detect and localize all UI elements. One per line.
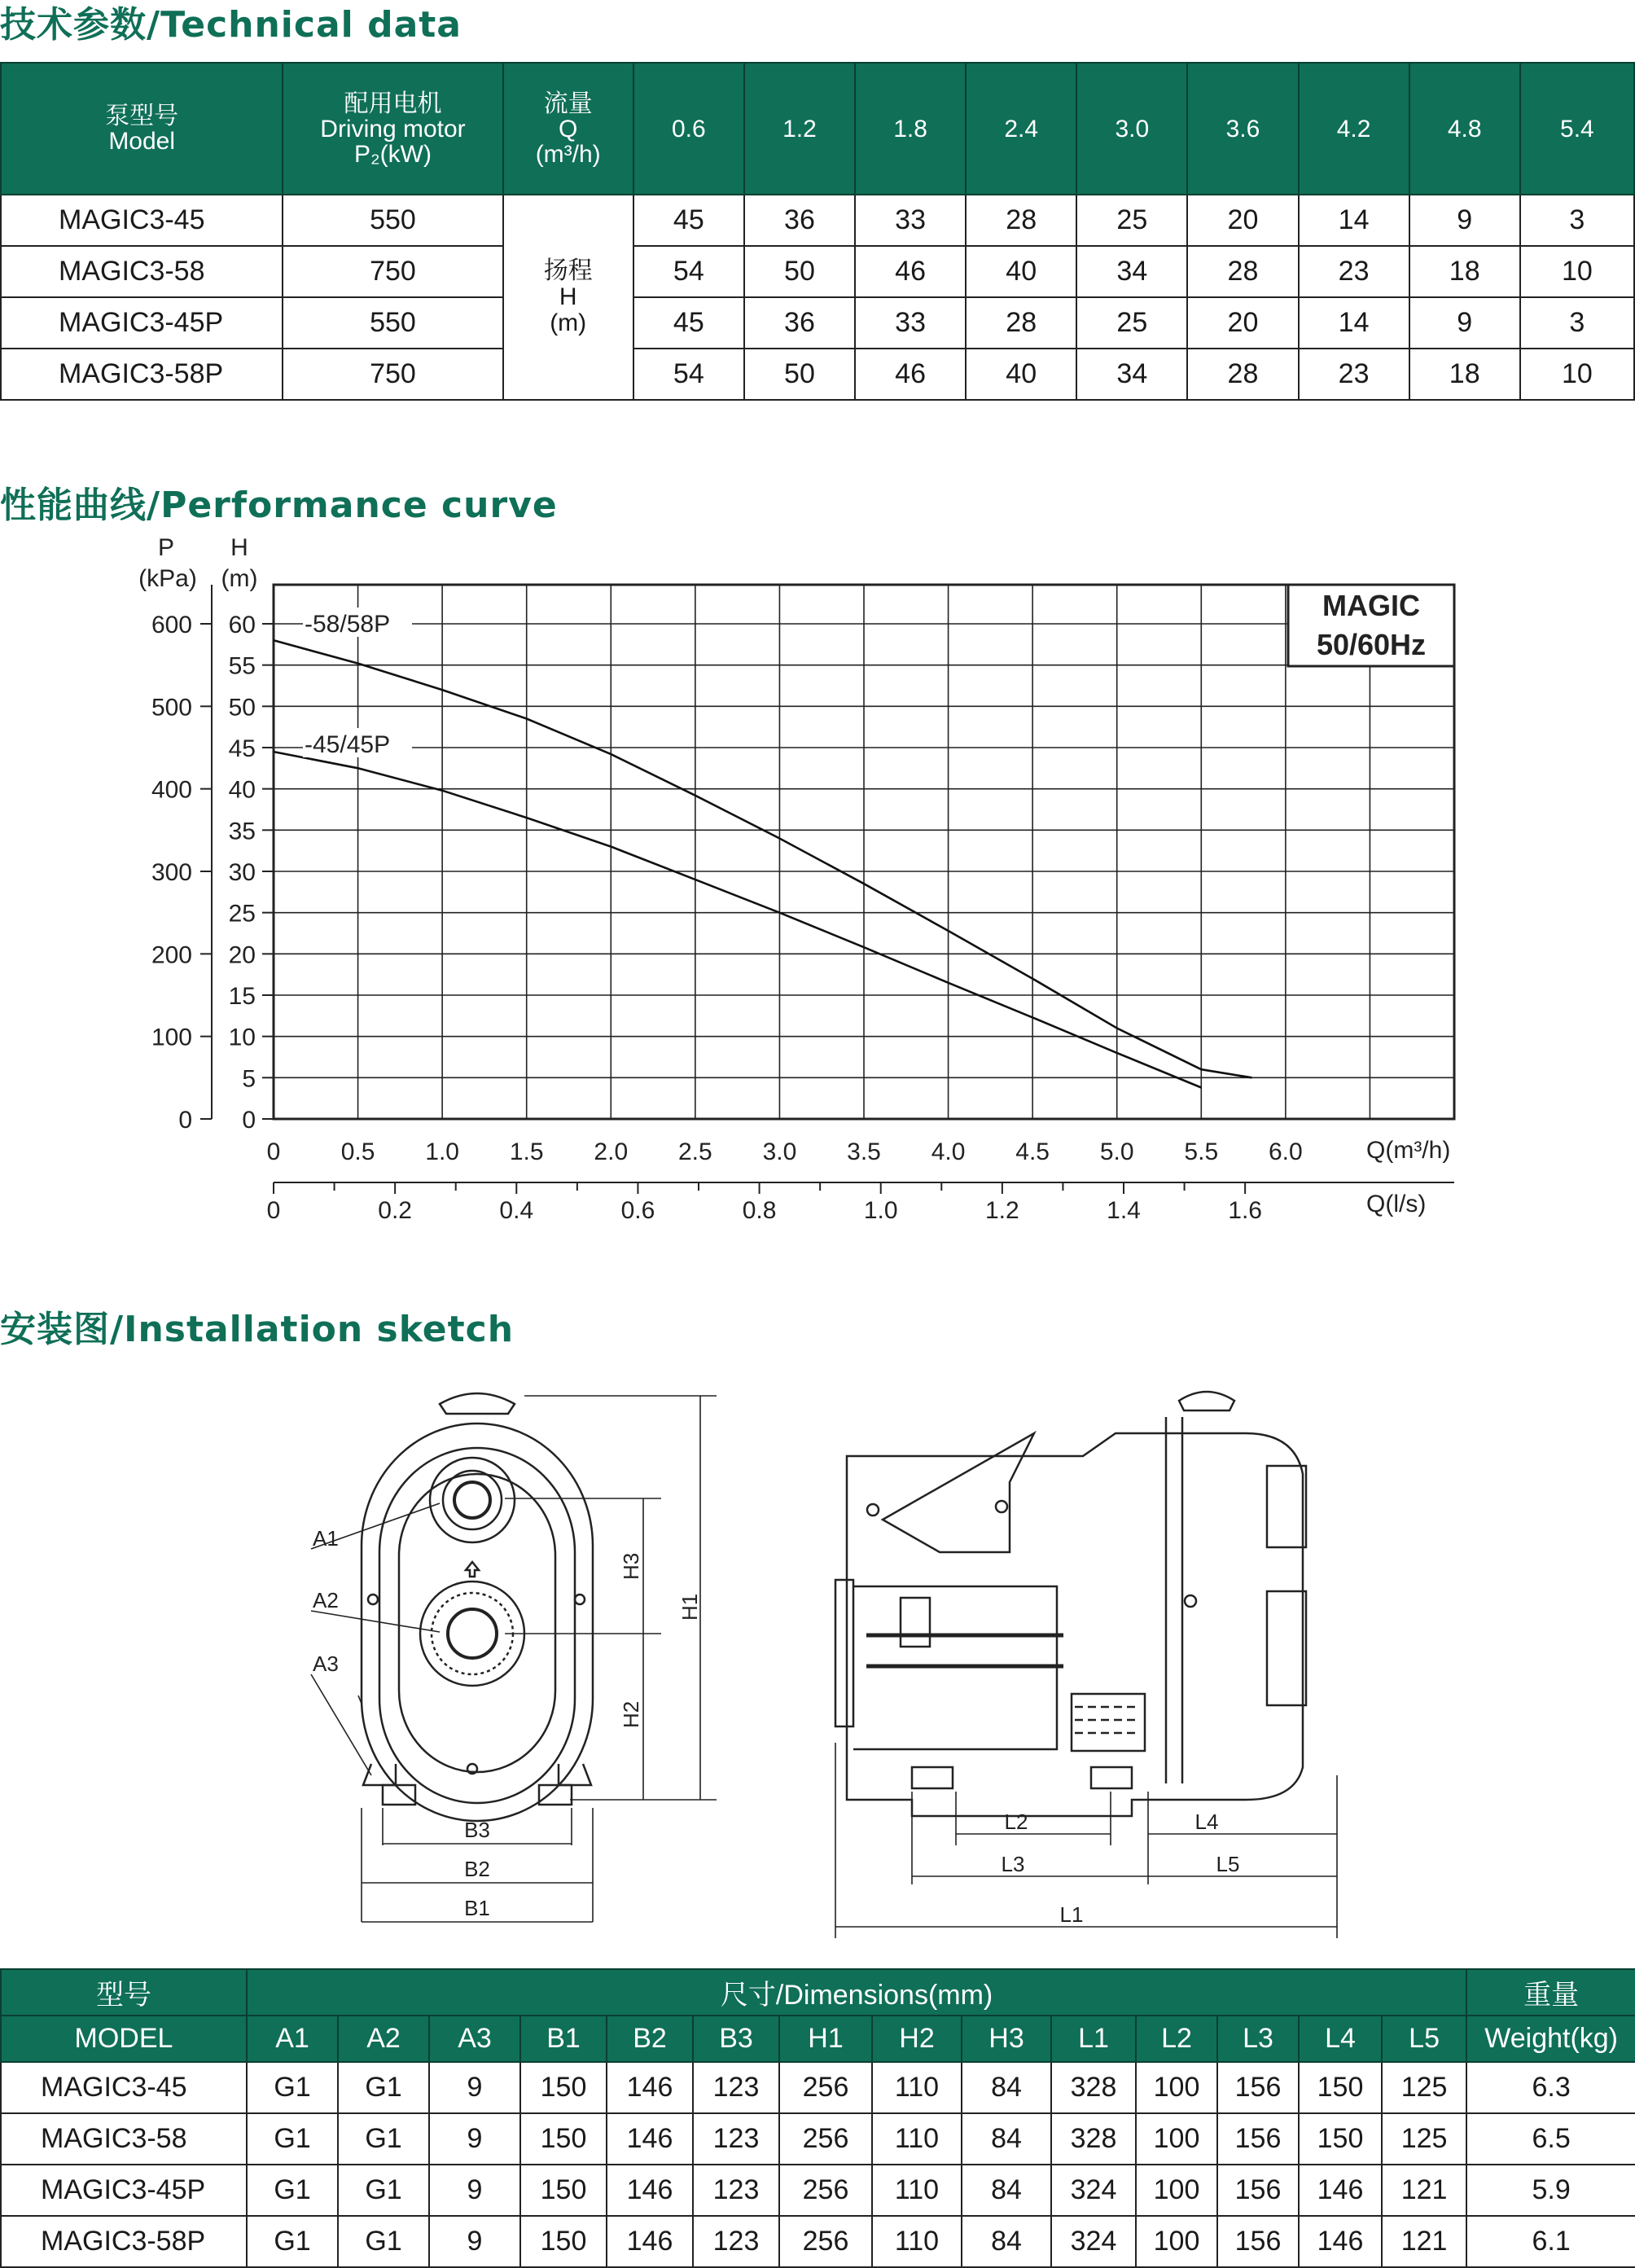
dimension-cell: 123 — [693, 2062, 779, 2113]
x-tick-label: 5.0 — [1099, 1138, 1134, 1165]
ls-tick-label: 0.4 — [499, 1197, 534, 1224]
dimension-column-header: B1 — [520, 2016, 607, 2062]
head-value-cell: 28 — [1187, 246, 1298, 297]
dimension-cell: 100 — [1136, 2062, 1217, 2113]
x-tick-label: 5.5 — [1184, 1138, 1219, 1165]
dimension-cell: 110 — [872, 2113, 962, 2165]
dimensions-header: 尺寸/Dimensions(mm) — [247, 1969, 1466, 2016]
model-cell: MAGIC3-45 — [1, 195, 283, 246]
label-h3: H3 — [619, 1552, 643, 1580]
ls-tick-label: 1.2 — [984, 1197, 1019, 1224]
model-cell: MAGIC3-58 — [1, 246, 283, 297]
ls-tick-label: 1.0 — [863, 1197, 898, 1224]
head-value-cell: 45 — [633, 195, 744, 246]
p-tick-label: 100 — [151, 1024, 192, 1051]
dimension-cell: 146 — [1299, 2165, 1382, 2216]
head-value-cell: 40 — [966, 349, 1076, 400]
dimension-cell: 9 — [429, 2113, 520, 2165]
weight-cell: 6.3 — [1466, 2062, 1635, 2113]
dimension-column-header: H2 — [872, 2016, 962, 2062]
head-value-cell: 20 — [1187, 297, 1298, 349]
head-value-cell: 10 — [1520, 246, 1634, 297]
dimension-cell: 84 — [962, 2165, 1051, 2216]
head-value-cell: 23 — [1299, 349, 1409, 400]
dimension-column-header: L1 — [1051, 2016, 1136, 2062]
model-cell: MAGIC3-45P — [1, 297, 283, 349]
dimension-cell: 121 — [1382, 2216, 1466, 2267]
head-value-cell: 40 — [966, 246, 1076, 297]
h-tick-label: 15 — [228, 983, 256, 1010]
dimension-cell: 125 — [1382, 2113, 1466, 2165]
x-tick-label: 2.5 — [677, 1138, 712, 1165]
dimension-cell: 256 — [779, 2165, 872, 2216]
dimension-column-header: L4 — [1299, 2016, 1382, 2062]
label-l3: L3 — [1001, 1852, 1025, 1876]
weight-cell: 6.1 — [1466, 2216, 1635, 2267]
motor-header: 配用电机 Driving motor P₂(kW) — [283, 63, 502, 195]
h-axis-unit: (m) — [221, 565, 258, 592]
dimension-cell: 156 — [1217, 2165, 1299, 2216]
model-header: MODEL — [1, 2016, 247, 2062]
dimension-cell: 110 — [872, 2062, 962, 2113]
dimension-cell: 123 — [693, 2216, 779, 2267]
flow-value: 1.8 — [855, 63, 966, 195]
dimension-cell: 146 — [1299, 2216, 1382, 2267]
label-b3: B3 — [464, 1818, 490, 1842]
dimension-cell: 146 — [607, 2216, 693, 2267]
dimension-cell: G1 — [338, 2113, 429, 2165]
chart-subtitle: 50/60Hz — [1316, 628, 1427, 661]
dimension-column-header: A1 — [247, 2016, 338, 2062]
flow-value: 3.0 — [1076, 63, 1187, 195]
dimension-cell: G1 — [247, 2113, 338, 2165]
head-value-cell: 18 — [1409, 349, 1520, 400]
model-cell: MAGIC3-58 — [1, 2113, 247, 2165]
power-cell: 750 — [283, 349, 502, 400]
power-cell: 550 — [283, 297, 502, 349]
model-cell: MAGIC3-58P — [1, 2216, 247, 2267]
dimension-column-header: A2 — [338, 2016, 429, 2062]
head-value-cell: 54 — [633, 246, 744, 297]
dimension-cell: 156 — [1217, 2113, 1299, 2165]
head-value-cell: 33 — [855, 297, 966, 349]
flow-value: 1.2 — [744, 63, 855, 195]
dimension-column-header: L2 — [1136, 2016, 1217, 2062]
dimension-column-header: H1 — [779, 2016, 872, 2062]
p-tick-label: 400 — [151, 776, 192, 804]
head-value-cell: 36 — [744, 195, 855, 246]
dimension-cell: G1 — [247, 2216, 338, 2267]
dimension-cell: 125 — [1382, 2062, 1466, 2113]
head-value-cell: 33 — [855, 195, 966, 246]
head-value-cell: 50 — [744, 246, 855, 297]
dimension-cell: 156 — [1217, 2216, 1299, 2267]
x-tick-label: 3.5 — [847, 1138, 881, 1165]
model-cell: MAGIC3-58P — [1, 349, 283, 400]
h-axis-label: H — [230, 534, 248, 561]
flow-header: 流量 Q (m³/h) — [503, 63, 633, 195]
h-tick-label: 20 — [228, 941, 256, 969]
dimension-cell: 256 — [779, 2062, 872, 2113]
x-tick-label: 0.5 — [340, 1138, 375, 1165]
h-tick-label: 5 — [242, 1065, 256, 1093]
side-view — [835, 1392, 1306, 1816]
dimension-cell: 146 — [607, 2062, 693, 2113]
dimension-cell: 9 — [429, 2062, 520, 2113]
x-tick-label: 3.0 — [762, 1138, 797, 1165]
weight-header-cn: 重量 — [1466, 1969, 1635, 2016]
head-value-cell: 25 — [1076, 297, 1187, 349]
table-row — [1, 2216, 1635, 2267]
head-value-cell: 25 — [1076, 195, 1187, 246]
dimension-cell: 150 — [1299, 2062, 1382, 2113]
chart-title: MAGIC — [1322, 589, 1420, 622]
dimensions-table — [0, 1968, 1635, 2268]
x-tick-label: 4.0 — [931, 1138, 966, 1165]
dimension-cell: 84 — [962, 2216, 1051, 2267]
installation-sketch — [0, 1384, 1635, 1954]
table-row — [1, 246, 1634, 297]
dims-header-row-1 — [1, 1969, 1635, 2016]
installation-sketch-title: 安装图/Installation sketch — [0, 1309, 515, 1350]
dimension-cell: G1 — [338, 2165, 429, 2216]
head-value-cell: 9 — [1409, 195, 1520, 246]
dimension-cell: 100 — [1136, 2165, 1217, 2216]
label-h1: H1 — [677, 1593, 702, 1621]
dimension-cell: 150 — [520, 2165, 607, 2216]
weight-header: Weight(kg) — [1466, 2016, 1635, 2062]
dimension-cell: 110 — [872, 2216, 962, 2267]
dimension-cell: 256 — [779, 2113, 872, 2165]
label-b1: B1 — [464, 1896, 490, 1920]
head-value-cell: 45 — [633, 297, 744, 349]
weight-cell: 5.9 — [1466, 2165, 1635, 2216]
dimension-cell: 328 — [1051, 2062, 1136, 2113]
dimension-column-header: B2 — [607, 2016, 693, 2062]
head-value-cell: 3 — [1520, 297, 1634, 349]
head-value-cell: 28 — [966, 297, 1076, 349]
dimension-cell: 150 — [520, 2062, 607, 2113]
h-tick-label: 10 — [228, 1024, 256, 1051]
head-value-cell: 23 — [1299, 246, 1409, 297]
dimension-cell: 100 — [1136, 2216, 1217, 2267]
h-tick-label: 40 — [228, 776, 256, 804]
head-value-cell: 9 — [1409, 297, 1520, 349]
h-tick-label: 0 — [242, 1107, 256, 1134]
head-value-cell: 20 — [1187, 195, 1298, 246]
x-axis-label-m3h: Q(m³/h) — [1366, 1137, 1451, 1164]
x-axis-label-ls: Q(l/s) — [1366, 1191, 1427, 1217]
dimension-cell: 324 — [1051, 2216, 1136, 2267]
dimension-cell: 123 — [693, 2113, 779, 2165]
label-h2: H2 — [619, 1700, 643, 1728]
dimension-cell: 150 — [1299, 2113, 1382, 2165]
p-tick-label: 600 — [151, 612, 192, 638]
dimension-cell: 146 — [607, 2165, 693, 2216]
dimension-cell: 100 — [1136, 2113, 1217, 2165]
head-value-cell: 34 — [1076, 349, 1187, 400]
model-header-cn: 型号 — [1, 1969, 247, 2016]
model-header: 泵型号 Model — [1, 63, 283, 195]
flow-value: 5.4 — [1520, 63, 1634, 195]
power-cell: 550 — [283, 195, 502, 246]
head-value-cell: 18 — [1409, 246, 1520, 297]
flow-value: 4.2 — [1299, 63, 1409, 195]
table-row — [1, 195, 1634, 246]
flow-value: 4.8 — [1409, 63, 1520, 195]
dimension-cell: 156 — [1217, 2062, 1299, 2113]
ls-tick-label: 0.8 — [742, 1197, 777, 1224]
technical-data-title: 技术参数/Technical data — [0, 4, 462, 46]
power-cell: 750 — [283, 246, 502, 297]
head-value-cell: 46 — [855, 349, 966, 400]
model-cell: MAGIC3-45 — [1, 2062, 247, 2113]
p-tick-label: 300 — [151, 859, 192, 886]
h-tick-label: 60 — [228, 612, 256, 638]
dimension-cell: 150 — [520, 2216, 607, 2267]
head-value-cell: 28 — [966, 195, 1076, 246]
label-a2: A2 — [313, 1588, 339, 1612]
p-tick-label: 200 — [151, 941, 192, 969]
head-value-cell: 14 — [1299, 195, 1409, 246]
dimension-cell: G1 — [247, 2165, 338, 2216]
table-row — [1, 349, 1634, 400]
dimension-cell: G1 — [247, 2062, 338, 2113]
head-value-cell: 28 — [1187, 349, 1298, 400]
head-value-cell: 54 — [633, 349, 744, 400]
h-tick-label: 30 — [228, 859, 256, 886]
x-tick-label: 4.5 — [1015, 1138, 1050, 1165]
x-tick-label: 6.0 — [1268, 1138, 1303, 1165]
dimension-column-header: L3 — [1217, 2016, 1299, 2062]
weight-cell: 6.5 — [1466, 2113, 1635, 2165]
head-label-cell: 扬程 H (m) — [503, 195, 633, 400]
front-view — [362, 1393, 593, 1821]
dimension-cell: 146 — [607, 2113, 693, 2165]
table-row — [1, 2165, 1635, 2216]
dimension-cell: 256 — [779, 2216, 872, 2267]
dimension-cell: 328 — [1051, 2113, 1136, 2165]
performance-chart — [0, 521, 1635, 1238]
h-tick-label: 50 — [228, 694, 256, 722]
head-value-cell: 34 — [1076, 246, 1187, 297]
p-tick-label: 0 — [178, 1107, 192, 1134]
h-tick-label: 55 — [228, 652, 256, 680]
head-value-cell: 3 — [1520, 195, 1634, 246]
series-label: -58/58P — [305, 611, 391, 638]
dimension-cell: 324 — [1051, 2165, 1136, 2216]
table-row — [1, 297, 1634, 349]
flow-value: 3.6 — [1187, 63, 1298, 195]
ls-tick-label: 1.6 — [1228, 1197, 1263, 1224]
dimension-column-header: L5 — [1382, 2016, 1466, 2062]
x-tick-label: 2.0 — [594, 1138, 629, 1165]
dims-header-row-2 — [1, 2016, 1635, 2062]
h-tick-label: 45 — [228, 735, 256, 762]
p-axis-label: P — [157, 534, 175, 561]
ls-tick-label: 0.2 — [378, 1197, 413, 1224]
x-tick-label: 1.5 — [509, 1138, 544, 1165]
x-tick-label: 0 — [266, 1138, 281, 1165]
dimension-cell: 9 — [429, 2165, 520, 2216]
label-l4: L4 — [1194, 1810, 1219, 1834]
label-b2: B2 — [464, 1857, 490, 1881]
x-tick-label: 1.0 — [425, 1138, 460, 1165]
head-value-cell: 46 — [855, 246, 966, 297]
label-l2: L2 — [1004, 1810, 1028, 1834]
head-value-cell: 50 — [744, 349, 855, 400]
label-a3: A3 — [313, 1652, 339, 1676]
technical-data-table — [0, 62, 1635, 401]
dimension-column-header: H3 — [962, 2016, 1051, 2062]
ls-tick-label: 1.4 — [1107, 1197, 1141, 1224]
tech-header-row — [1, 63, 1634, 195]
dimension-cell: 84 — [962, 2113, 1051, 2165]
flow-value: 2.4 — [966, 63, 1076, 195]
flow-value: 0.6 — [633, 63, 744, 195]
dimension-cell: G1 — [338, 2216, 429, 2267]
ls-tick-label: 0.6 — [620, 1197, 655, 1224]
p-axis-unit: (kPa) — [138, 565, 197, 592]
dimension-cell: 9 — [429, 2216, 520, 2267]
label-a1: A1 — [313, 1526, 339, 1551]
dimension-cell: 121 — [1382, 2165, 1466, 2216]
head-value-cell: 36 — [744, 297, 855, 349]
dimension-column-header: A3 — [429, 2016, 520, 2062]
model-cell: MAGIC3-45P — [1, 2165, 247, 2216]
dimension-cell: G1 — [338, 2062, 429, 2113]
dimension-cell: 123 — [693, 2165, 779, 2216]
p-tick-label: 500 — [151, 694, 192, 722]
table-row — [1, 2113, 1635, 2165]
dimension-cell: 84 — [962, 2062, 1051, 2113]
h-tick-label: 25 — [228, 900, 256, 928]
series-line — [274, 752, 1201, 1087]
head-value-cell: 10 — [1520, 349, 1634, 400]
dimension-cell: 110 — [872, 2165, 962, 2216]
dimension-column-header: B3 — [693, 2016, 779, 2062]
series-label: -45/45P — [305, 731, 391, 758]
table-row — [1, 2062, 1635, 2113]
ls-tick-label: 0 — [266, 1197, 281, 1224]
h-tick-label: 35 — [228, 818, 256, 845]
head-value-cell: 14 — [1299, 297, 1409, 349]
label-l1: L1 — [1059, 1902, 1084, 1927]
dimension-cell: 150 — [520, 2113, 607, 2165]
performance-curve-title: 性能曲线/Performance curve — [0, 485, 558, 526]
label-l5: L5 — [1216, 1852, 1240, 1876]
